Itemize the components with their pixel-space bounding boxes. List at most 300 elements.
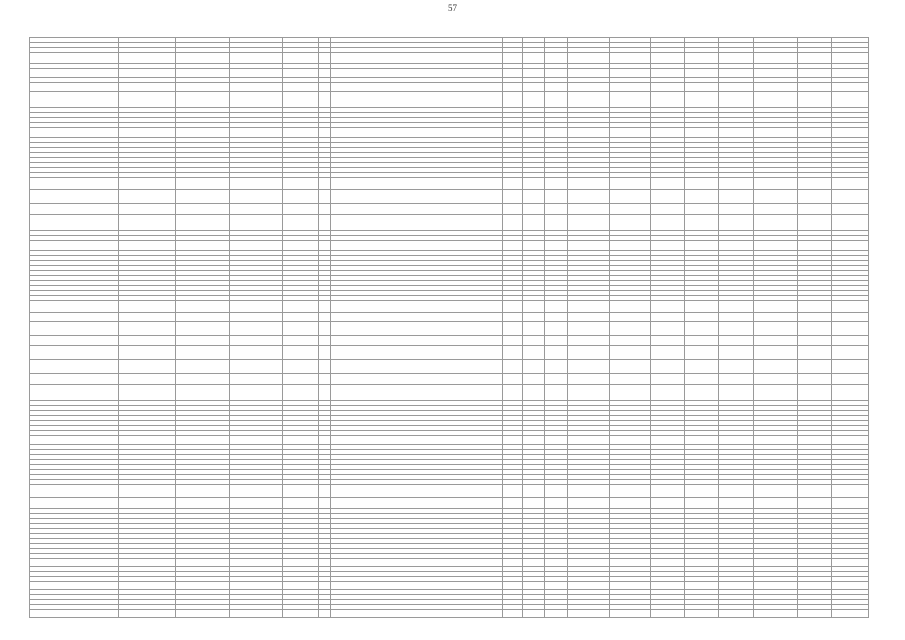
table-cell [175, 190, 230, 204]
table-cell [545, 83, 567, 92]
table-cell [503, 322, 523, 336]
table-cell [319, 190, 331, 204]
table-cell [175, 385, 230, 401]
table-cell [282, 322, 318, 336]
table-cell [719, 559, 753, 567]
table-cell [610, 241, 650, 251]
table-cell [319, 215, 331, 231]
table-cell [567, 92, 609, 108]
table-cell [175, 313, 230, 322]
table-cell [282, 241, 318, 251]
table-cell [650, 322, 684, 336]
table-cell [175, 498, 230, 509]
table-cell [753, 346, 797, 360]
table-cell [684, 374, 718, 385]
table-cell [719, 215, 753, 231]
table-row [30, 336, 869, 346]
table-cell [319, 178, 331, 190]
table-cell [798, 559, 832, 567]
table-cell [503, 582, 523, 590]
table-cell [175, 582, 230, 590]
table-cell [331, 83, 503, 92]
table-cell [567, 582, 609, 590]
table-cell [719, 53, 753, 64]
table-cell [610, 301, 650, 313]
table-cell [523, 360, 545, 374]
table-cell [118, 360, 175, 374]
table-cell [832, 322, 869, 336]
table-cell [650, 69, 684, 78]
table-row [30, 301, 869, 313]
table-cell [230, 69, 283, 78]
table-cell [650, 178, 684, 190]
table-cell [503, 436, 523, 445]
table-cell [719, 190, 753, 204]
table-cell [684, 215, 718, 231]
table-cell [545, 53, 567, 64]
table-cell [684, 301, 718, 313]
table-cell [650, 610, 684, 618]
table-cell [30, 485, 119, 498]
table-cell [753, 485, 797, 498]
table-cell [30, 582, 119, 590]
table-cell [798, 498, 832, 509]
table-cell [719, 346, 753, 360]
table-cell [282, 190, 318, 204]
table-cell [567, 346, 609, 360]
table-cell [567, 241, 609, 251]
table-cell [118, 128, 175, 138]
table-cell [282, 92, 318, 108]
table-cell [798, 301, 832, 313]
table-cell [719, 92, 753, 108]
table-cell [503, 128, 523, 138]
table-cell [719, 301, 753, 313]
table-cell [230, 53, 283, 64]
table-cell [523, 610, 545, 618]
table-cell [230, 346, 283, 360]
table-cell [832, 178, 869, 190]
table-cell [523, 241, 545, 251]
table-cell [753, 322, 797, 336]
table-cell [567, 301, 609, 313]
table-cell [719, 485, 753, 498]
table-row [30, 241, 869, 251]
table-cell [118, 610, 175, 618]
table-cell [545, 436, 567, 445]
table-row [30, 582, 869, 590]
table-cell [610, 204, 650, 215]
table-cell [331, 313, 503, 322]
table-row [30, 204, 869, 215]
table-cell [567, 83, 609, 92]
table-cell [832, 485, 869, 498]
table-cell [319, 313, 331, 322]
table-cell [610, 215, 650, 231]
table-cell [610, 346, 650, 360]
table-cell [319, 53, 331, 64]
table-cell [832, 313, 869, 322]
table-cell [319, 436, 331, 445]
table-cell [545, 498, 567, 509]
table-cell [753, 610, 797, 618]
table-cell [230, 336, 283, 346]
table-cell [282, 336, 318, 346]
table-cell [118, 241, 175, 251]
table-cell [650, 336, 684, 346]
table-cell [331, 204, 503, 215]
table-cell [230, 128, 283, 138]
table-cell [523, 385, 545, 401]
table-cell [30, 92, 119, 108]
table-cell [175, 215, 230, 231]
table-cell [545, 610, 567, 618]
table-cell [832, 582, 869, 590]
table-cell [798, 610, 832, 618]
table-cell [523, 313, 545, 322]
table-cell [30, 336, 119, 346]
table-cell [753, 190, 797, 204]
table-cell [610, 128, 650, 138]
table-cell [319, 360, 331, 374]
table-cell [30, 498, 119, 509]
table-cell [650, 559, 684, 567]
table-cell [832, 436, 869, 445]
table-cell [523, 436, 545, 445]
table-cell [719, 385, 753, 401]
table-cell [798, 360, 832, 374]
table-cell [798, 313, 832, 322]
table-cell [30, 241, 119, 251]
table-cell [545, 69, 567, 78]
table-cell [523, 301, 545, 313]
table-cell [230, 190, 283, 204]
table-cell [503, 385, 523, 401]
table-cell [684, 485, 718, 498]
table-row [30, 313, 869, 322]
table-cell [175, 241, 230, 251]
table-cell [832, 241, 869, 251]
table-cell [331, 92, 503, 108]
table-cell [832, 360, 869, 374]
table-cell [753, 313, 797, 322]
table-cell [230, 178, 283, 190]
table-cell [30, 215, 119, 231]
table-cell [230, 360, 283, 374]
table-cell [503, 215, 523, 231]
table-cell [545, 485, 567, 498]
table-cell [230, 610, 283, 618]
table-cell [650, 436, 684, 445]
table-cell [230, 436, 283, 445]
table-cell [798, 582, 832, 590]
table-cell [650, 241, 684, 251]
table-cell [753, 241, 797, 251]
table-cell [319, 92, 331, 108]
table-row [30, 178, 869, 190]
table-cell [567, 436, 609, 445]
table-cell [545, 204, 567, 215]
table-cell [331, 241, 503, 251]
table-cell [331, 53, 503, 64]
table-cell [30, 190, 119, 204]
table-cell [503, 241, 523, 251]
table-cell [30, 559, 119, 567]
table-cell [567, 360, 609, 374]
table-cell [523, 92, 545, 108]
table-cell [567, 215, 609, 231]
table-cell [118, 178, 175, 190]
table-cell [832, 610, 869, 618]
table-cell [719, 610, 753, 618]
table-cell [545, 128, 567, 138]
table-cell [545, 313, 567, 322]
table-cell [650, 301, 684, 313]
table-cell [567, 178, 609, 190]
table-cell [282, 83, 318, 92]
table-cell [545, 301, 567, 313]
table-cell [118, 346, 175, 360]
table-cell [282, 301, 318, 313]
table-cell [650, 498, 684, 509]
table-cell [30, 436, 119, 445]
table-cell [282, 498, 318, 509]
table-cell [523, 374, 545, 385]
table-cell [610, 485, 650, 498]
table-cell [175, 559, 230, 567]
table-cell [650, 374, 684, 385]
table-cell [684, 436, 718, 445]
table-row [30, 485, 869, 498]
table-cell [545, 92, 567, 108]
table-cell [319, 336, 331, 346]
table-row [30, 215, 869, 231]
table-cell [684, 336, 718, 346]
table-cell [610, 610, 650, 618]
table-cell [545, 346, 567, 360]
table-cell [610, 498, 650, 509]
table-cell [230, 313, 283, 322]
table-cell [650, 582, 684, 590]
table-cell [523, 498, 545, 509]
table-cell [832, 301, 869, 313]
table-cell [319, 385, 331, 401]
table-cell [798, 204, 832, 215]
table-cell [719, 128, 753, 138]
table-cell [610, 322, 650, 336]
table-cell [567, 313, 609, 322]
table-cell [684, 322, 718, 336]
table-cell [230, 498, 283, 509]
table-cell [567, 128, 609, 138]
table-cell [798, 436, 832, 445]
table-cell [523, 190, 545, 204]
table-cell [684, 204, 718, 215]
table-cell [798, 385, 832, 401]
table-cell [753, 53, 797, 64]
table-cell [832, 374, 869, 385]
table-cell [684, 69, 718, 78]
table-cell [118, 69, 175, 78]
table-cell [282, 204, 318, 215]
table-cell [319, 559, 331, 567]
table-cell [684, 313, 718, 322]
table-cell [282, 360, 318, 374]
table-cell [331, 360, 503, 374]
table-cell [832, 128, 869, 138]
table-cell [684, 241, 718, 251]
table-cell [282, 53, 318, 64]
table-cell [684, 53, 718, 64]
table-row [30, 374, 869, 385]
table-cell [282, 436, 318, 445]
table-cell [503, 92, 523, 108]
table-cell [230, 385, 283, 401]
table-cell [545, 190, 567, 204]
table-cell [175, 92, 230, 108]
table-cell [567, 53, 609, 64]
table-cell [331, 322, 503, 336]
registry-table [29, 37, 869, 618]
table-cell [523, 215, 545, 231]
table-cell [175, 360, 230, 374]
table-cell [567, 322, 609, 336]
table-cell [30, 374, 119, 385]
table-cell [650, 360, 684, 374]
table-cell [282, 385, 318, 401]
table-cell [545, 215, 567, 231]
table-cell [282, 128, 318, 138]
table-cell [610, 178, 650, 190]
table-cell [331, 374, 503, 385]
table-cell [331, 190, 503, 204]
table-cell [503, 313, 523, 322]
registry-table-sheet [29, 37, 869, 618]
table-cell [567, 385, 609, 401]
table-cell [319, 374, 331, 385]
table-cell [523, 582, 545, 590]
table-cell [503, 485, 523, 498]
table-cell [719, 582, 753, 590]
table-cell [503, 83, 523, 92]
table-row [30, 346, 869, 360]
table-cell [610, 360, 650, 374]
table-cell [503, 374, 523, 385]
table-cell [118, 374, 175, 385]
table-cell [30, 385, 119, 401]
table-cell [230, 83, 283, 92]
table-cell [282, 582, 318, 590]
table-cell [118, 322, 175, 336]
table-cell [282, 313, 318, 322]
table-cell [684, 92, 718, 108]
table-cell [684, 346, 718, 360]
table-cell [503, 498, 523, 509]
table-cell [719, 374, 753, 385]
table-cell [118, 215, 175, 231]
table-cell [319, 69, 331, 78]
table-cell [684, 559, 718, 567]
table-cell [319, 128, 331, 138]
table-cell [503, 69, 523, 78]
table-cell [753, 385, 797, 401]
table-row [30, 436, 869, 445]
table-cell [610, 385, 650, 401]
table-cell [719, 360, 753, 374]
table-cell [753, 301, 797, 313]
table-cell [230, 241, 283, 251]
table-cell [503, 53, 523, 64]
table-cell [684, 128, 718, 138]
table-cell [753, 436, 797, 445]
table-cell [175, 485, 230, 498]
table-cell [30, 178, 119, 190]
table-cell [118, 83, 175, 92]
table-cell [331, 385, 503, 401]
table-cell [798, 346, 832, 360]
table-cell [331, 336, 503, 346]
table-cell [545, 559, 567, 567]
table-cell [30, 128, 119, 138]
table-cell [118, 582, 175, 590]
table-cell [545, 241, 567, 251]
table-cell [832, 204, 869, 215]
table-body [30, 38, 869, 618]
table-cell [118, 385, 175, 401]
table-cell [331, 69, 503, 78]
table-cell [230, 374, 283, 385]
table-cell [118, 336, 175, 346]
table-cell [832, 83, 869, 92]
table-cell [175, 83, 230, 92]
table-cell [523, 336, 545, 346]
table-cell [650, 53, 684, 64]
table-cell [567, 485, 609, 498]
table-cell [610, 313, 650, 322]
table-cell [719, 69, 753, 78]
table-cell [319, 610, 331, 618]
table-cell [753, 92, 797, 108]
table-cell [567, 559, 609, 567]
table-cell [30, 313, 119, 322]
table-cell [118, 301, 175, 313]
table-cell [331, 215, 503, 231]
table-cell [230, 92, 283, 108]
table-cell [175, 128, 230, 138]
table-cell [175, 322, 230, 336]
table-cell [832, 385, 869, 401]
table-cell [719, 336, 753, 346]
table-cell [175, 69, 230, 78]
table-cell [650, 83, 684, 92]
table-cell [753, 360, 797, 374]
table-cell [230, 322, 283, 336]
table-cell [610, 53, 650, 64]
table-cell [798, 128, 832, 138]
table-cell [30, 83, 119, 92]
table-cell [319, 322, 331, 336]
table-cell [230, 485, 283, 498]
table-cell [523, 204, 545, 215]
table-cell [282, 374, 318, 385]
table-cell [175, 346, 230, 360]
table-cell [118, 498, 175, 509]
table-cell [319, 346, 331, 360]
table-cell [30, 346, 119, 360]
table-cell [230, 215, 283, 231]
table-cell [503, 178, 523, 190]
table-cell [175, 178, 230, 190]
